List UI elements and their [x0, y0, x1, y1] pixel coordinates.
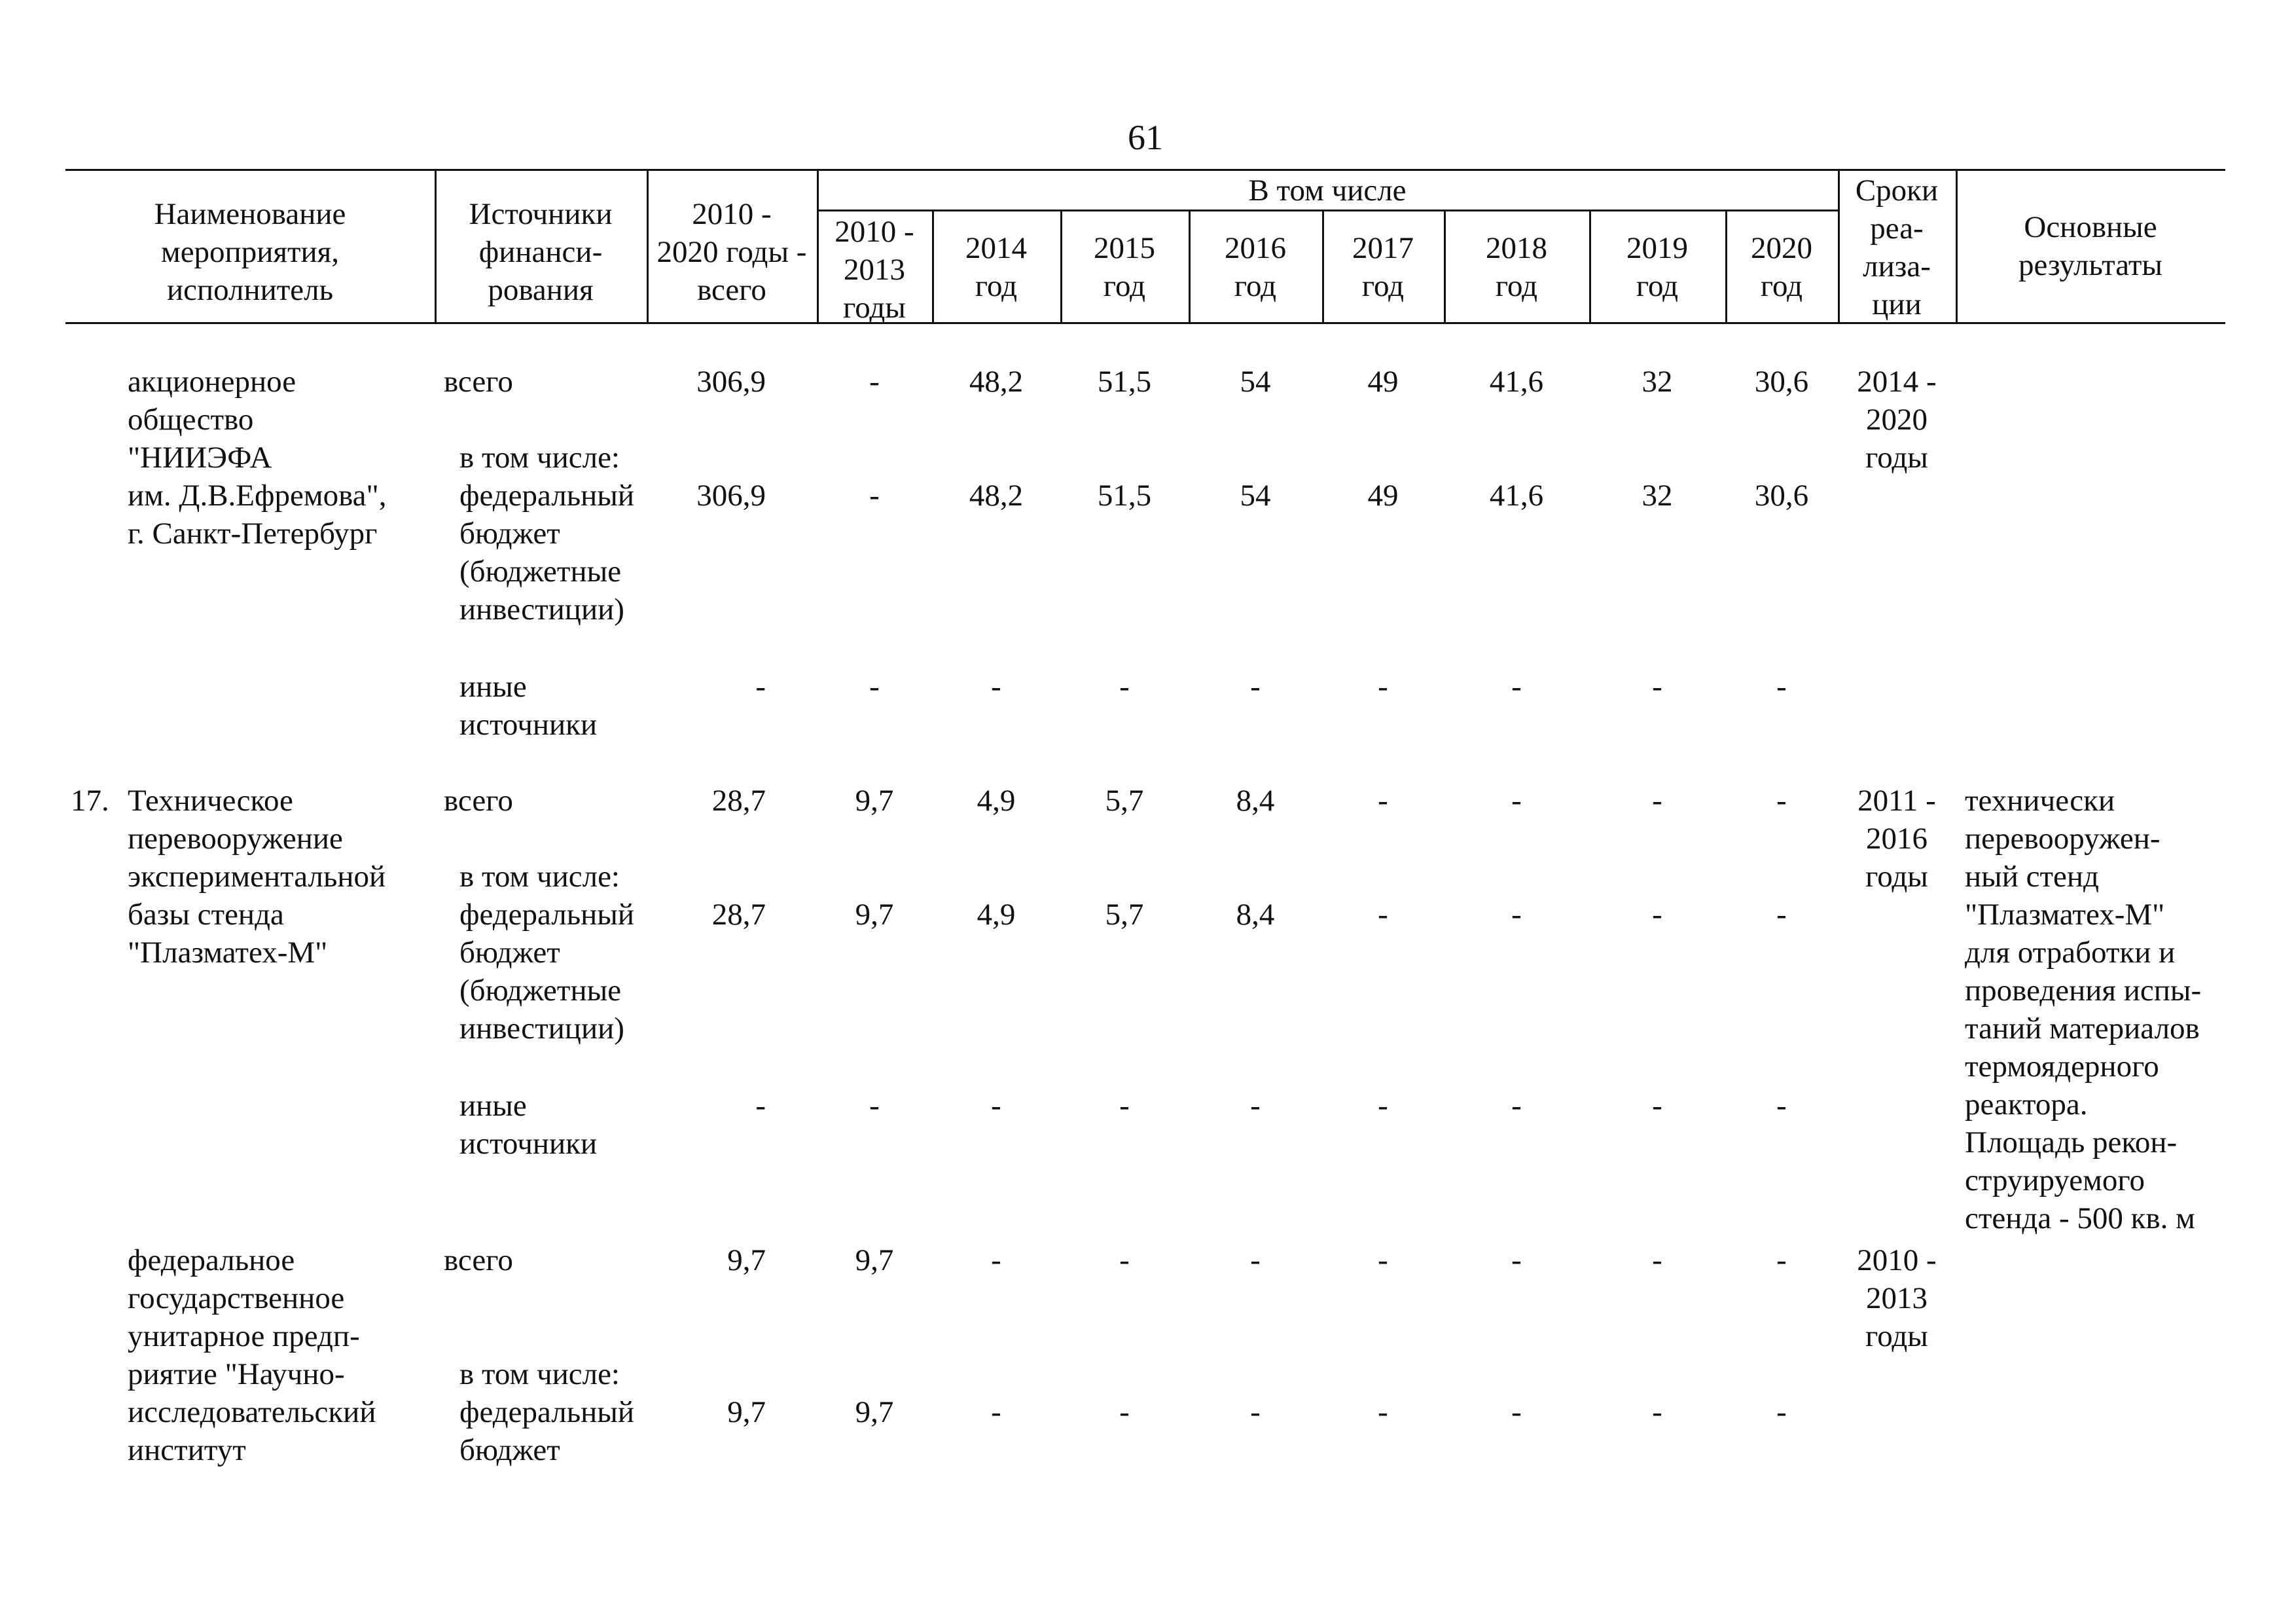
value-cell: -	[1378, 784, 1388, 818]
value-cell: -	[991, 670, 1001, 704]
value-cell: -	[1776, 1395, 1787, 1429]
value-cell: -	[1119, 670, 1130, 704]
source-total: всего	[444, 365, 513, 399]
value-cell: -	[991, 1395, 1001, 1429]
header-2017: 2017 год	[1352, 231, 1414, 303]
header-2016: 2016 год	[1225, 231, 1286, 303]
value-cell: -	[1511, 1089, 1522, 1123]
value-cell: -	[1652, 1243, 1662, 1277]
value-cell: -	[755, 1089, 766, 1123]
value-cell: 9,7	[727, 1395, 766, 1429]
value-cell: 41,6	[1489, 479, 1544, 513]
source-federal: в том числе: федеральный бюджет	[459, 1357, 635, 1467]
value-cell: 41,6	[1489, 365, 1544, 399]
header-results: Основные результаты	[2018, 210, 2162, 282]
value-cell: -	[1776, 1243, 1787, 1277]
value-cell: 5,7	[1105, 784, 1144, 818]
value-cell: -	[869, 479, 880, 513]
header-sources: Источники финанси- рования	[469, 197, 613, 307]
value-cell: 8,4	[1236, 898, 1275, 932]
value-cell: 9,7	[855, 898, 894, 932]
source-total: всего	[444, 784, 513, 818]
value-cell: 9,7	[855, 1243, 894, 1277]
measure-name: Техническое перевооружение экспериментальной базы стенда "Плазматех-М"	[128, 784, 386, 970]
header-2019: 2019 год	[1626, 231, 1688, 303]
value-cell: -	[869, 1089, 880, 1123]
period: 2011 - 2016 годы	[1857, 784, 1936, 894]
source-total: всего	[444, 1243, 513, 1277]
value-cell: 5,7	[1105, 898, 1144, 932]
value-cell: 4,9	[977, 898, 1016, 932]
value-cell: 306,9	[696, 365, 766, 399]
value-cell: -	[1652, 1395, 1662, 1429]
value-cell: -	[1119, 1243, 1130, 1277]
value-cell: -	[1378, 1089, 1388, 1123]
value-cell: 4,9	[977, 784, 1016, 818]
value-cell: -	[869, 365, 880, 399]
value-cell: 306,9	[696, 479, 766, 513]
value-cell: -	[869, 670, 880, 704]
value-cell: -	[1378, 898, 1388, 932]
period: 2010 - 2013 годы	[1857, 1243, 1937, 1353]
value-cell: 48,2	[969, 365, 1024, 399]
value-cell: -	[1378, 670, 1388, 704]
executor-name: акционерное общество "НИИЭФА им. Д.В.Ефремова", г. Санкт-Петербург	[128, 365, 387, 551]
value-cell: 9,7	[727, 1243, 766, 1277]
period: 2014 - 2020 годы	[1857, 365, 1937, 475]
header-2010-2013: 2010 - 2013 годы	[834, 215, 914, 325]
value-cell: -	[1776, 1089, 1787, 1123]
header-2015: 2015 год	[1094, 231, 1155, 303]
value-cell: -	[1250, 1089, 1261, 1123]
header-including: В том числе	[1248, 173, 1407, 208]
value-cell: -	[1378, 1243, 1388, 1277]
value-cell: -	[991, 1089, 1001, 1123]
header-2018: 2018 год	[1486, 231, 1547, 303]
header-2020: 2020 год	[1751, 231, 1812, 303]
value-cell: -	[1511, 898, 1522, 932]
value-cell: -	[1652, 670, 1662, 704]
page-number: 61	[1128, 118, 1163, 157]
value-cell: -	[1378, 1395, 1388, 1429]
value-cell: -	[1511, 670, 1522, 704]
value-cell: 32	[1641, 479, 1673, 513]
value-cell: 49	[1367, 365, 1399, 399]
header-period: Сроки реа- лиза- ции	[1855, 173, 1939, 321]
header-name: Наименование мероприятия, исполнитель	[154, 197, 346, 307]
source-other: иные источники	[459, 1089, 598, 1161]
value-cell: -	[755, 670, 766, 704]
value-cell: -	[1652, 784, 1662, 818]
value-cell: 8,4	[1236, 784, 1275, 818]
value-cell: -	[1119, 1395, 1130, 1429]
value-cell: 28,7	[711, 784, 766, 818]
executor-name: федеральное государственное унитарное предп- риятие "Научно- исследовательский институт	[128, 1243, 376, 1467]
value-cell: -	[1250, 670, 1261, 704]
subheader-rule	[817, 210, 1838, 211]
value-cell: -	[1119, 1089, 1130, 1123]
main-result: технически перевооружен- ный стенд "Плазматех-М" для отработки и проведения испы- таний материалов термоядерного реактора. Площадь рекон- струируемого стенда - 500 кв. м	[1965, 784, 2202, 1235]
value-cell: -	[1250, 1395, 1261, 1429]
value-cell: 48,2	[969, 479, 1024, 513]
value-cell: 30,6	[1754, 479, 1809, 513]
value-cell: -	[991, 1243, 1001, 1277]
value-cell: -	[1511, 1395, 1522, 1429]
source-other: иные источники	[459, 670, 598, 742]
value-cell: 9,7	[855, 1395, 894, 1429]
header-top-rule	[65, 169, 2225, 171]
value-cell: 49	[1367, 479, 1399, 513]
source-federal: в том числе: федеральный бюджет (бюджетные инвестиции)	[459, 860, 635, 1046]
value-cell: 51,5	[1097, 365, 1152, 399]
value-cell: 54	[1240, 365, 1271, 399]
header-total: 2010 - 2020 годы - всего	[656, 197, 807, 307]
value-cell: 28,7	[711, 898, 766, 932]
value-cell: -	[1511, 784, 1522, 818]
value-cell: 54	[1240, 479, 1271, 513]
value-cell: -	[1652, 898, 1662, 932]
value-cell: -	[1652, 1089, 1662, 1123]
value-cell: -	[1776, 898, 1787, 932]
value-cell: -	[1776, 670, 1787, 704]
value-cell: 30,6	[1754, 365, 1809, 399]
header-2014: 2014 год	[965, 231, 1027, 303]
value-cell: 9,7	[855, 784, 894, 818]
source-federal: в том числе: федеральный бюджет (бюджетные инвестиции)	[459, 441, 635, 627]
value-cell: -	[1250, 1243, 1261, 1277]
value-cell: -	[1776, 784, 1787, 818]
value-cell: 51,5	[1097, 479, 1152, 513]
value-cell: 32	[1641, 365, 1673, 399]
item-number: 17.	[71, 784, 109, 818]
value-cell: -	[1511, 1243, 1522, 1277]
